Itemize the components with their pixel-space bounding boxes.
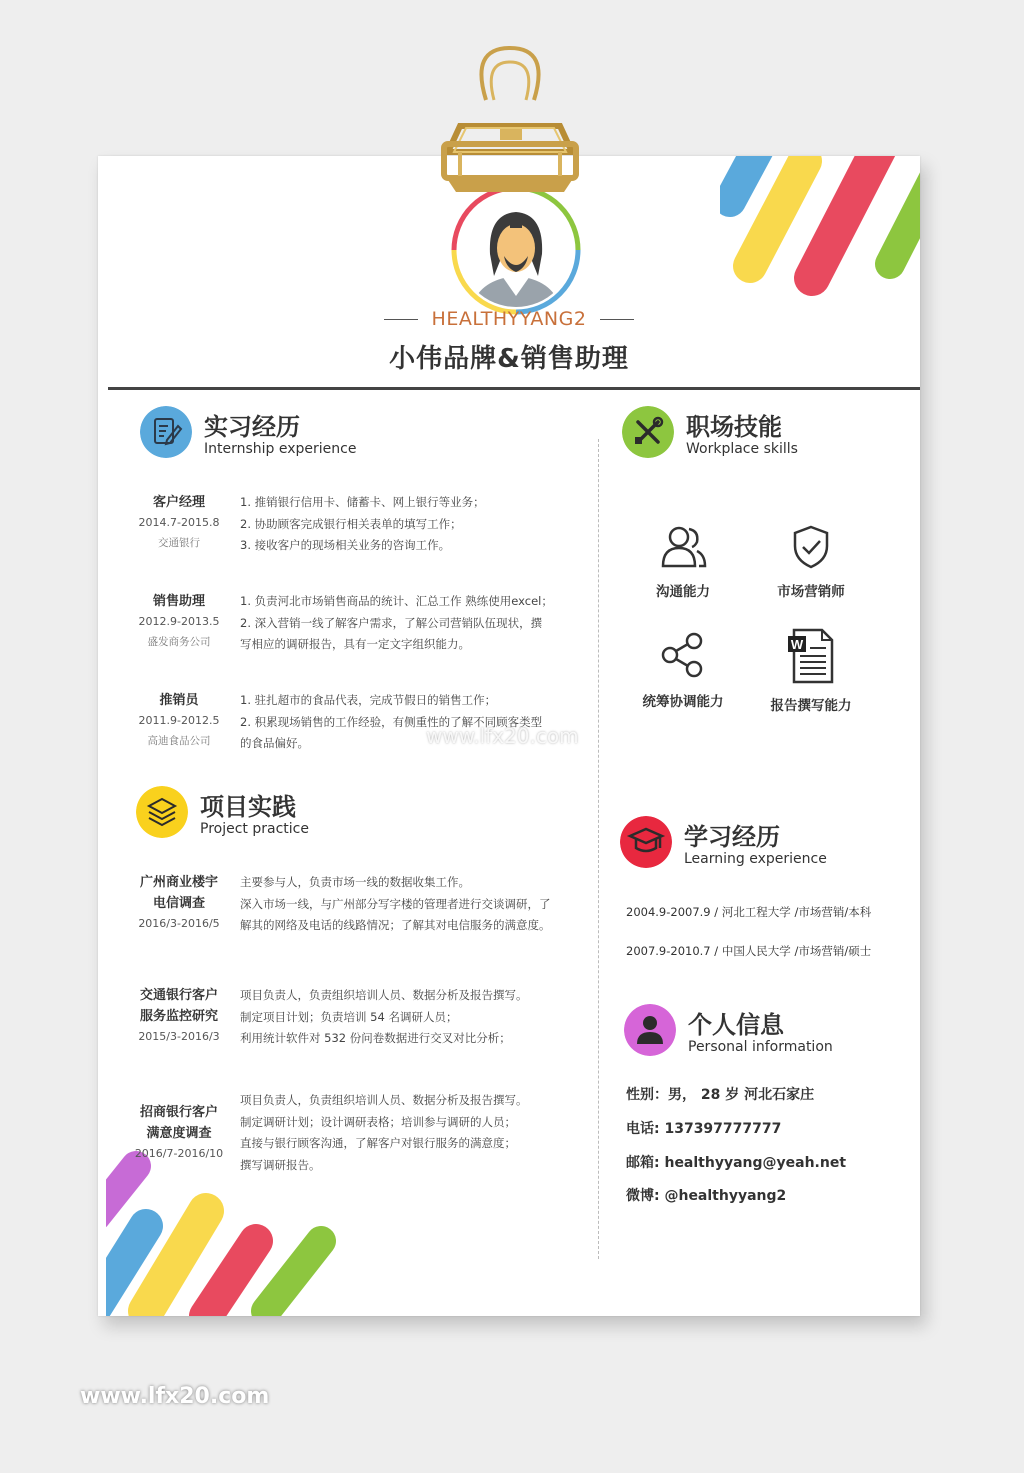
entry-line: 利用统计软件对 532 份问卷数据进行交叉对比分析； bbox=[240, 1031, 511, 1045]
entry-date: 2011.9-2012.5 bbox=[138, 714, 220, 727]
edit-document-icon bbox=[140, 406, 192, 458]
skill-item bbox=[628, 524, 738, 600]
education-item: 2007.9-2010.7 / 中国人民大学 /市场营销/硕士 bbox=[626, 944, 872, 958]
section-title: 个人信息 bbox=[688, 1011, 784, 1039]
skill-label: 统筹协调能力 bbox=[642, 694, 724, 710]
section-title: 实习经历 bbox=[204, 413, 300, 441]
project-name: 电信调查 bbox=[152, 896, 205, 911]
entry-line: 写相应的调研报告，具有一定文字组织能力。 bbox=[240, 637, 470, 651]
skill-label: 报告撰写能力 bbox=[770, 698, 852, 714]
entry-line: 项目负责人，负责组织培训人员、数据分析及报告撰写。 bbox=[240, 1093, 528, 1107]
skill-label: 市场营销师 bbox=[777, 584, 845, 600]
entry-org: 交通银行 bbox=[158, 537, 200, 549]
skill-label: 沟通能力 bbox=[656, 584, 710, 600]
skill-item bbox=[756, 524, 866, 600]
entry-line: 直接与银行顾客沟通，了解客户对银行服务的满意度； bbox=[240, 1136, 516, 1150]
column-divider bbox=[598, 439, 599, 1259]
personal-weibo: 微博: @healthyyang2 bbox=[626, 1188, 787, 1204]
shield-check-icon bbox=[791, 524, 831, 570]
entry-line: 制定项目计划；负责培训 54 名调研人员； bbox=[240, 1009, 458, 1024]
divider bbox=[600, 319, 634, 320]
entry-date: 2012.9-2013.5 bbox=[138, 615, 220, 628]
entry-line: 撰写调研报告。 bbox=[240, 1157, 321, 1172]
project-name: 交通银行客户 bbox=[139, 988, 218, 1003]
project-name: 满意度调查 bbox=[146, 1126, 212, 1141]
entry-line: 2. 积累现场销售的工作经验，有侧重性的了解不同顾客类型 bbox=[240, 714, 543, 729]
section-title: 职场技能 bbox=[686, 413, 782, 441]
person-icon bbox=[624, 1004, 676, 1056]
entry-line: 深入市场一线，与广州部分写字楼的管理者进行交谈调研，了 bbox=[240, 896, 551, 911]
svg-text:W: W bbox=[790, 637, 804, 652]
job-title: 小伟品牌&销售助理 bbox=[389, 344, 629, 374]
graduation-cap-icon bbox=[620, 816, 672, 868]
project-name: 广州商业楼宇 bbox=[139, 875, 218, 890]
entry-line: 2. 深入营销一线了解客户需求，了解公司营销队伍现状，撰 bbox=[240, 615, 543, 630]
site-mark: www.lfx20.com bbox=[80, 1384, 270, 1409]
personal-phone: 电话: 137397777777 bbox=[626, 1121, 782, 1137]
divider bbox=[384, 319, 418, 320]
entry-org: 盛发商务公司 bbox=[147, 636, 211, 648]
share-icon bbox=[658, 630, 708, 680]
layers-icon bbox=[136, 786, 188, 838]
section-title: 项目实践 bbox=[200, 793, 296, 821]
entry-org: 高迪食品公司 bbox=[147, 735, 211, 747]
entry-line: 解其的网络及电话的线路情况；了解其对电信服务的满意度。 bbox=[240, 918, 551, 932]
personal-email: 邮箱: healthyyang@yeah.net bbox=[626, 1155, 847, 1171]
binder-clip-icon bbox=[440, 40, 580, 210]
name-line bbox=[98, 308, 920, 330]
candidate-name: HEALTHYYANG2 bbox=[431, 308, 587, 330]
entry-line: 3. 接收客户的现场相关业务的咨询工作。 bbox=[240, 538, 451, 552]
entry-line: 项目负责人，负责组织培训人员、数据分析及报告撰写。 bbox=[240, 988, 528, 1002]
entry-line: 的食品偏好。 bbox=[240, 736, 309, 750]
watermark: www.lfx20.com bbox=[426, 724, 579, 748]
section-subtitle: Learning experience bbox=[684, 851, 827, 867]
section-subtitle: Workplace skills bbox=[686, 441, 798, 457]
entry-line: 1. 推销银行信用卡、储蓄卡、网上银行等业务； bbox=[240, 495, 485, 509]
section-subtitle: Personal information bbox=[688, 1039, 833, 1055]
entry-line: 主要参与人，负责市场一线的数据收集工作。 bbox=[240, 875, 470, 889]
entry-line: 2. 协助顾客完成银行相关表单的填写工作； bbox=[240, 516, 462, 531]
project-date: 2016/3-2016/5 bbox=[138, 917, 220, 930]
personal-gender-age: 性别：男， 28 岁 河北石家庄 bbox=[626, 1087, 815, 1103]
entry-line: 制定调研计划；设计调研表格；培训参与调研的人员； bbox=[240, 1114, 516, 1129]
skill-item bbox=[628, 630, 738, 710]
entry-role: 销售助理 bbox=[152, 594, 205, 609]
entry-line: 1. 驻扎超市的食品代表，完成节假日的销售工作； bbox=[240, 693, 497, 707]
project-date: 2015/3-2016/3 bbox=[138, 1030, 220, 1043]
decorative-stripes-top bbox=[720, 156, 920, 306]
word-document-icon bbox=[786, 628, 836, 684]
tools-icon bbox=[622, 406, 674, 458]
project-name: 服务监控研究 bbox=[139, 1009, 218, 1024]
people-icon bbox=[657, 524, 709, 570]
header-rule bbox=[108, 387, 920, 390]
skill-item bbox=[756, 628, 866, 714]
entry-line: 1. 负责河北市场销售商品的统计、汇总工作 熟练使用excel； bbox=[240, 594, 553, 608]
project-date: 2016/7-2016/10 bbox=[134, 1147, 224, 1160]
education-item: 2004.9-2007.9 / 河北工程大学 /市场营销/本科 bbox=[626, 905, 872, 919]
entry-date: 2014.7-2015.8 bbox=[138, 516, 220, 529]
entry-role: 客户经理 bbox=[152, 495, 205, 510]
section-subtitle: Project practice bbox=[200, 821, 309, 837]
section-title: 学习经历 bbox=[684, 823, 780, 851]
project-name: 招商银行客户 bbox=[139, 1105, 218, 1120]
entry-role: 推销员 bbox=[159, 693, 199, 708]
section-subtitle: Internship experience bbox=[204, 441, 357, 457]
